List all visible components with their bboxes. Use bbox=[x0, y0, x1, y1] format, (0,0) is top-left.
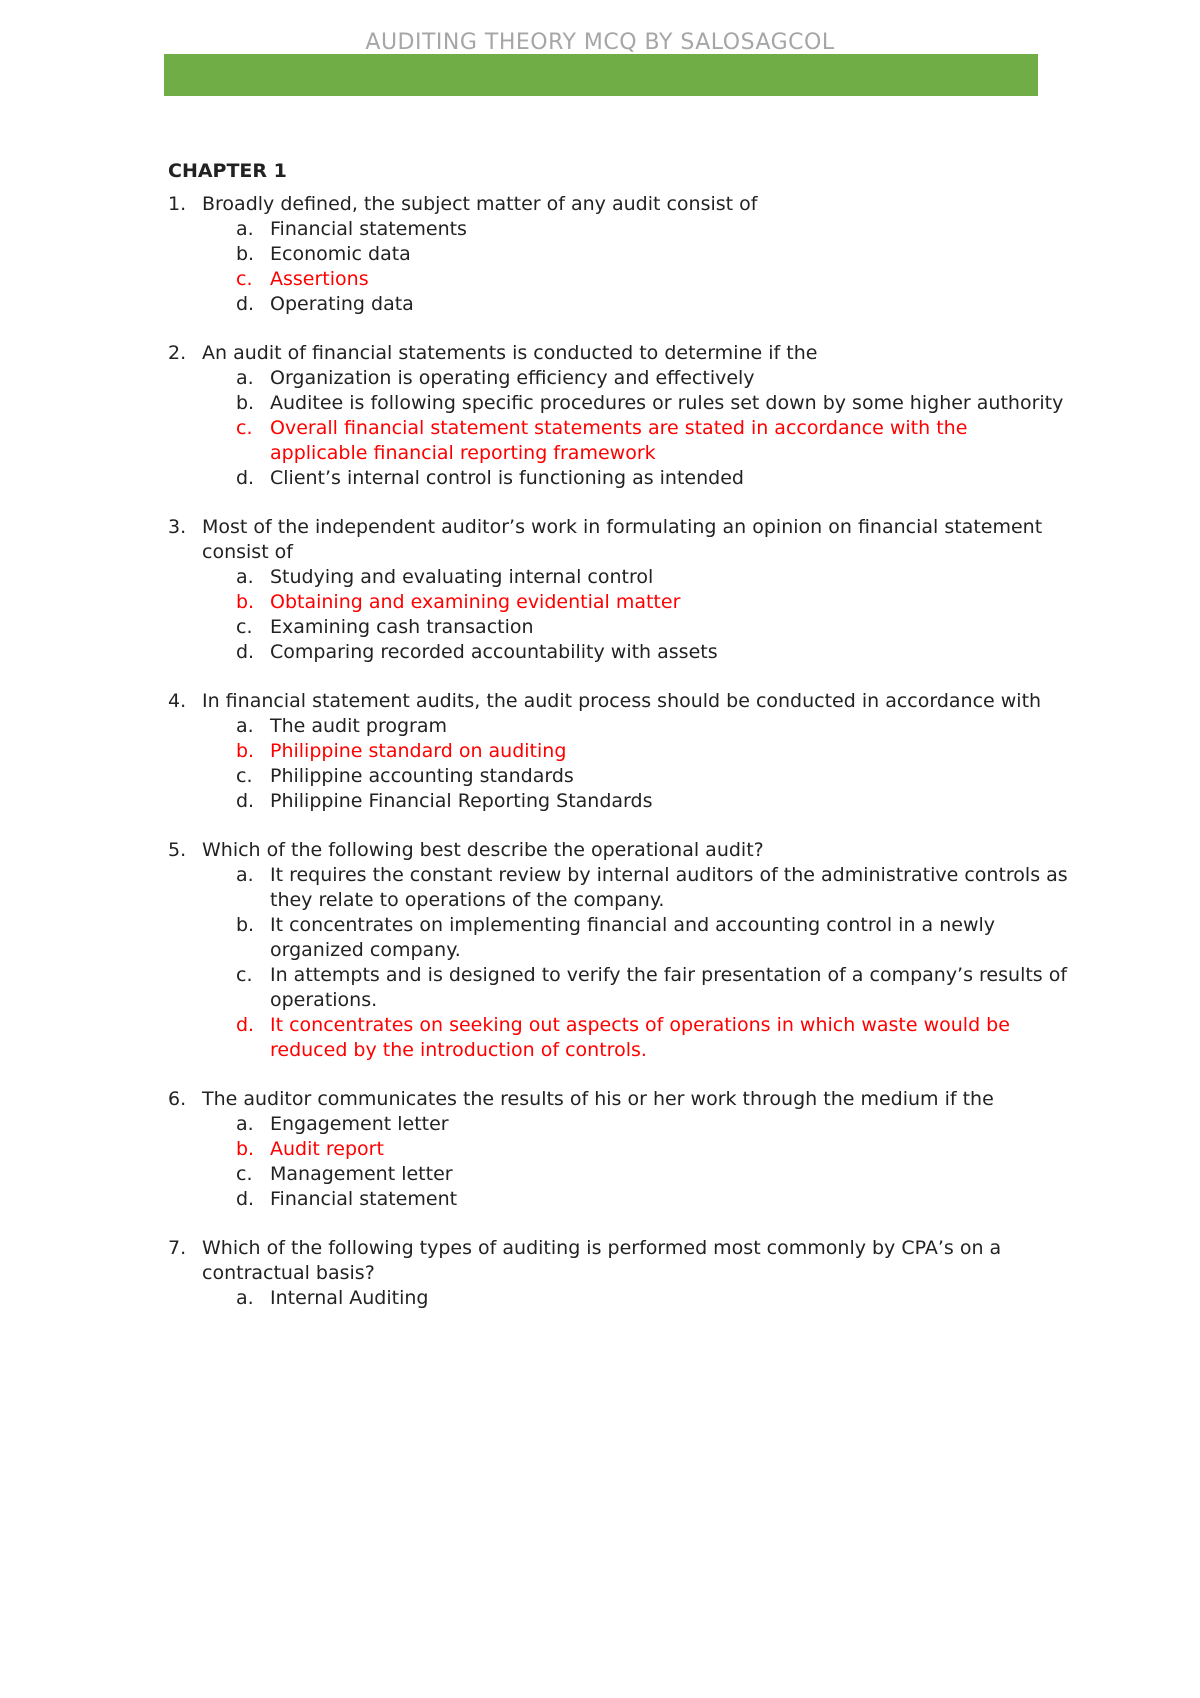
option-letter: c. bbox=[236, 1163, 253, 1185]
option-letter: b. bbox=[236, 914, 255, 936]
answer-option bbox=[236, 640, 1068, 665]
option-text: Philippine standard on auditing bbox=[270, 740, 567, 762]
option-list bbox=[168, 714, 1068, 814]
question-text: Which of the following types of auditing is performed most commonly by CPA’s on a contractual basis? bbox=[202, 1237, 1002, 1284]
question-text: In financial statement audits, the audit process should be conducted in accordance with bbox=[202, 690, 1042, 712]
option-text: Organization is operating efficiency and effectively bbox=[270, 367, 755, 389]
answer-option bbox=[236, 714, 1068, 739]
correct-answer-option bbox=[236, 590, 1068, 615]
option-text: In attempts and is designed to verify the fair presentation of a company’s results of operations. bbox=[270, 964, 1068, 1011]
answer-option bbox=[236, 863, 1068, 913]
answer-option bbox=[236, 242, 1068, 267]
question-number: 6. bbox=[168, 1088, 187, 1110]
answer-option bbox=[236, 963, 1068, 1013]
question-item bbox=[168, 838, 1068, 1063]
question-item bbox=[168, 689, 1068, 814]
correct-answer-option bbox=[236, 1137, 1068, 1162]
option-letter: a. bbox=[236, 1287, 254, 1309]
correct-answer-option bbox=[236, 267, 1068, 292]
option-letter: a. bbox=[236, 864, 254, 886]
question-item bbox=[168, 1087, 1068, 1212]
option-text: It concentrates on seeking out aspects of operations in which waste would be reduced by the introduction of controls. bbox=[270, 1014, 1010, 1061]
question-number: 7. bbox=[168, 1237, 187, 1259]
question-stem bbox=[168, 341, 1068, 366]
option-text: Engagement letter bbox=[270, 1113, 449, 1135]
question-item bbox=[168, 341, 1068, 491]
option-text: Auditee is following specific procedures or rules set down by some higher authority bbox=[270, 392, 1064, 414]
question-number: 4. bbox=[168, 690, 187, 712]
option-letter: c. bbox=[236, 964, 253, 986]
question-number: 3. bbox=[168, 516, 187, 538]
option-letter: a. bbox=[236, 218, 254, 240]
answer-option bbox=[236, 764, 1068, 789]
question-text: Most of the independent auditor’s work in formulating an opinion on financial statement consist of bbox=[202, 516, 1043, 563]
answer-option bbox=[236, 1286, 1068, 1311]
question-stem bbox=[168, 1087, 1068, 1112]
option-text: Financial statements bbox=[270, 218, 467, 240]
question-stem bbox=[168, 1236, 1068, 1286]
option-letter: c. bbox=[236, 765, 253, 787]
option-list bbox=[168, 1112, 1068, 1212]
question-stem bbox=[168, 192, 1068, 217]
header-title: AUDITING THEORY MCQ BY SALOSAGCOL bbox=[365, 30, 835, 55]
option-text: Overall financial statement statements are stated in accordance with the applicable financial reporting framework bbox=[270, 417, 968, 464]
option-text: Economic data bbox=[270, 243, 411, 265]
option-letter: c. bbox=[236, 616, 253, 638]
question-text: Which of the following best describe the operational audit? bbox=[202, 839, 764, 861]
question-item bbox=[168, 515, 1068, 665]
option-text: Operating data bbox=[270, 293, 414, 315]
answer-option bbox=[236, 391, 1068, 416]
chapter-heading: CHAPTER 1 bbox=[168, 160, 287, 182]
option-letter: b. bbox=[236, 591, 255, 613]
option-letter: a. bbox=[236, 566, 254, 588]
option-text: It concentrates on implementing financial and accounting control in a newly organized company. bbox=[270, 914, 996, 961]
option-list bbox=[168, 1286, 1068, 1311]
option-letter: d. bbox=[236, 293, 255, 315]
answer-option bbox=[236, 1162, 1068, 1187]
option-text: Obtaining and examining evidential matter bbox=[270, 591, 681, 613]
option-letter: d. bbox=[236, 1188, 255, 1210]
option-letter: d. bbox=[236, 1014, 255, 1036]
answer-option bbox=[236, 292, 1068, 317]
option-list bbox=[168, 565, 1068, 665]
option-text: Management letter bbox=[270, 1163, 453, 1185]
option-text: Examining cash transaction bbox=[270, 616, 534, 638]
option-text: Philippine accounting standards bbox=[270, 765, 574, 787]
option-letter: d. bbox=[236, 467, 255, 489]
question-stem bbox=[168, 838, 1068, 863]
option-text: The audit program bbox=[270, 715, 447, 737]
option-text: It requires the constant review by internal auditors of the administrative controls as they relate to operations of the company. bbox=[270, 864, 1068, 911]
option-letter: c. bbox=[236, 417, 253, 439]
question-list bbox=[168, 192, 1068, 1311]
option-list bbox=[168, 217, 1068, 317]
option-letter: a. bbox=[236, 1113, 254, 1135]
option-text: Comparing recorded accountability with assets bbox=[270, 641, 718, 663]
option-letter: d. bbox=[236, 641, 255, 663]
option-text: Philippine Financial Reporting Standards bbox=[270, 790, 653, 812]
option-text: Internal Auditing bbox=[270, 1287, 429, 1309]
question-number: 1. bbox=[168, 193, 187, 215]
option-text: Financial statement bbox=[270, 1188, 458, 1210]
correct-answer-option bbox=[236, 739, 1068, 764]
answer-option bbox=[236, 1112, 1068, 1137]
answer-option bbox=[236, 366, 1068, 391]
question-text: An audit of financial statements is conducted to determine if the bbox=[202, 342, 818, 364]
answer-option bbox=[236, 789, 1068, 814]
option-letter: b. bbox=[236, 392, 255, 414]
option-letter: b. bbox=[236, 243, 255, 265]
header-bar bbox=[164, 54, 1038, 96]
option-letter: a. bbox=[236, 367, 254, 389]
answer-option bbox=[236, 1187, 1068, 1212]
correct-answer-option bbox=[236, 1013, 1068, 1063]
option-letter: a. bbox=[236, 715, 254, 737]
option-text: Assertions bbox=[270, 268, 369, 290]
question-number: 5. bbox=[168, 839, 187, 861]
question-stem bbox=[168, 689, 1068, 714]
answer-option bbox=[236, 466, 1068, 491]
option-text: Studying and evaluating internal control bbox=[270, 566, 654, 588]
option-text: Client’s internal control is functioning as intended bbox=[270, 467, 744, 489]
question-text: The auditor communicates the results of his or her work through the medium if the bbox=[202, 1088, 994, 1110]
option-letter: b. bbox=[236, 740, 255, 762]
answer-option bbox=[236, 565, 1068, 590]
question-item bbox=[168, 192, 1068, 317]
option-list bbox=[168, 863, 1068, 1063]
answer-option bbox=[236, 217, 1068, 242]
option-list bbox=[168, 366, 1068, 491]
answer-option bbox=[236, 615, 1068, 640]
question-text: Broadly defined, the subject matter of any audit consist of bbox=[202, 193, 758, 215]
option-letter: d. bbox=[236, 790, 255, 812]
question-stem bbox=[168, 515, 1068, 565]
document-content bbox=[168, 160, 1068, 1335]
question-item bbox=[168, 1236, 1068, 1311]
question-number: 2. bbox=[168, 342, 187, 364]
answer-option bbox=[236, 913, 1068, 963]
option-letter: b. bbox=[236, 1138, 255, 1160]
correct-answer-option bbox=[236, 416, 1068, 466]
option-text: Audit report bbox=[270, 1138, 384, 1160]
option-letter: c. bbox=[236, 268, 253, 290]
